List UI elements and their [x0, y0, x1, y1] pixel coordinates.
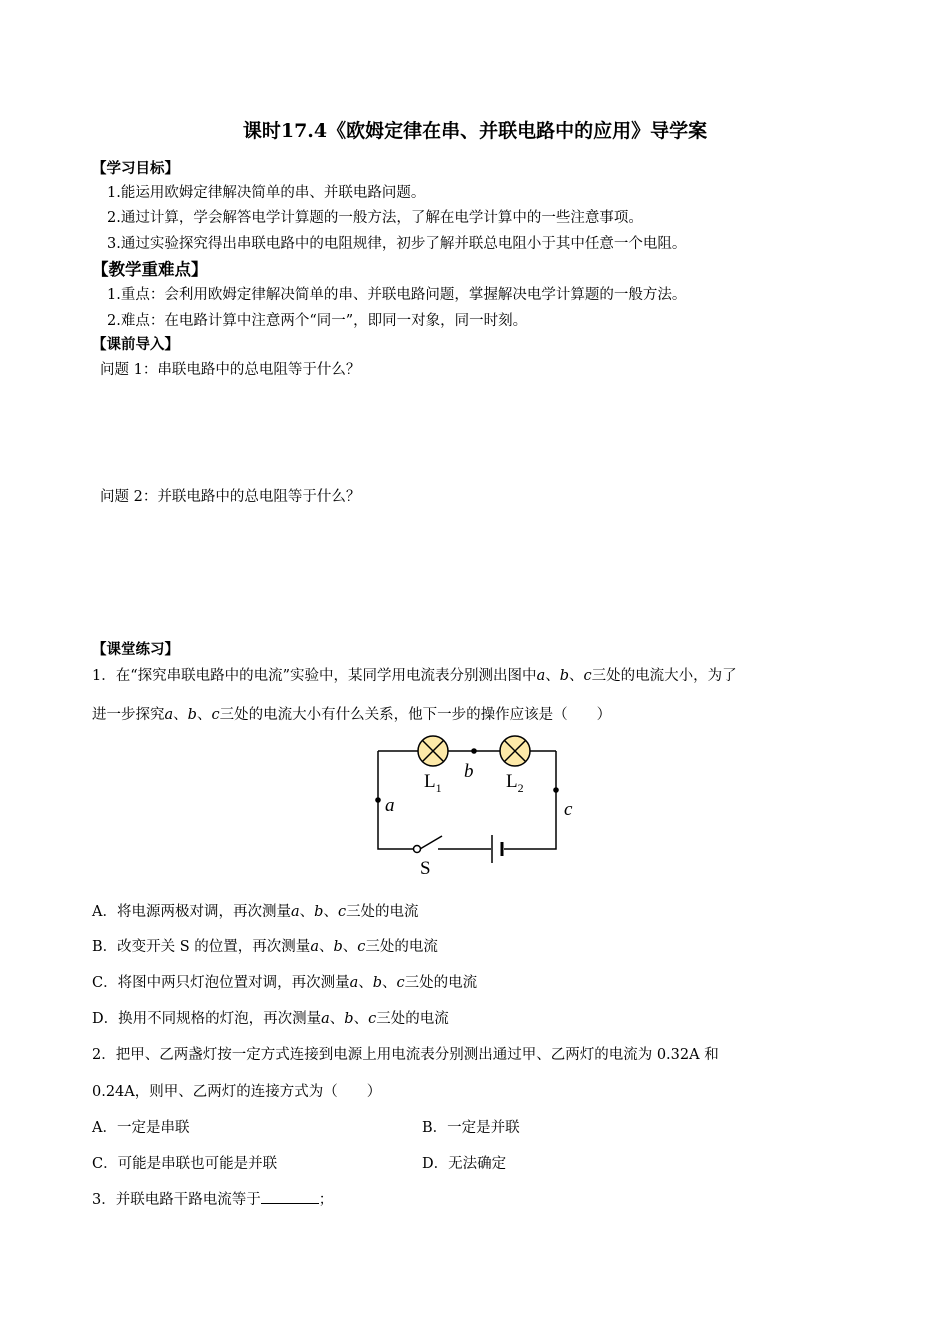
lamp-l1-icon: [418, 736, 448, 766]
intro-question-2: 问题 2：并联电路中的总电阻等于什么？: [100, 489, 361, 505]
question-1-line-2: 进一步探究a、b、c三处的电流大小有什么关系，他下一步的操作应该是（ ）: [92, 707, 612, 723]
question-2-option-b: B．一定是并联: [422, 1120, 520, 1136]
question-1-line-1: 1．在“探究串联电路中的电流”实验中，某同学用电流表分别测出图中a、b、c三处的电流大小，为了: [92, 668, 737, 684]
point-b-label: b: [464, 761, 474, 782]
intro-heading: 【课前导入】: [92, 337, 179, 353]
lamp2-label: $L_2$: [506, 771, 524, 795]
key-point-item: 1.重点：会利用欧姆定律解决简单的串、并联电路问题，掌握解决电学计算题的一般方法。: [107, 287, 687, 303]
lamp1-label: $L_1$: [424, 771, 442, 795]
node-a: [375, 797, 381, 803]
page-title: 课时17.4《欧姆定律在串、并联电路中的应用》导学案: [242, 120, 708, 142]
question-3: 3．并联电路干路电流等于 ；: [92, 1192, 334, 1208]
switch-pivot: [414, 846, 421, 853]
switch-label: S: [420, 858, 431, 879]
question-2-line-1: 2．把甲、乙两盏灯按一定方式连接到电源上用电流表分别测出通过甲、乙两灯的电流为 0.32A 和: [92, 1047, 719, 1063]
question-2-option-d: D．无法确定: [422, 1156, 507, 1172]
intro-question-1: 问题 1：串联电路中的总电阻等于什么？: [100, 362, 361, 378]
point-c-label: c: [564, 799, 573, 820]
question-2-option-c: C．可能是串联也可能是并联: [92, 1156, 278, 1172]
objective-item: 1.能运用欧姆定律解决简单的串、并联电路问题。: [107, 185, 426, 201]
question-2-line-2: 0.24A，则甲、乙两灯的连接方式为（ ）: [92, 1084, 382, 1100]
question-2-option-a: A．一定是串联: [92, 1120, 190, 1136]
circuit-diagram: [370, 732, 580, 880]
objectives-heading: 【学习目标】: [92, 161, 179, 177]
practice-heading: 【课堂练习】: [92, 642, 179, 658]
var-c: c: [583, 668, 592, 684]
question-1-option-b: B．改变开关 S 的位置，再次测量a、b、c三处的电流: [92, 939, 438, 955]
answer-blank[interactable]: [261, 1191, 319, 1204]
question-1-option-c: C．将图中两只灯泡位置对调，再次测量a、b、c三处的电流: [92, 975, 478, 991]
node-b: [471, 748, 477, 754]
key-point-item: 2.难点：在电路计算中注意两个“同一”，即同一对象，同一时刻。: [107, 313, 528, 329]
var-a: a: [536, 668, 546, 684]
objective-item: 2.通过计算，学会解答电学计算题的一般方法，了解在电学计算中的一些注意事项。: [107, 210, 643, 226]
node-c: [553, 787, 559, 793]
lamp-l2-icon: [500, 736, 530, 766]
key-points-heading: 【教学重难点】: [92, 260, 208, 279]
var-b: b: [559, 668, 570, 684]
point-a-label: a: [385, 795, 395, 816]
objective-item: 3.通过实验探究得出串联电路中的电阻规律，初步了解并联总电阻小于其中任意一个电阻。: [107, 236, 687, 252]
question-1-option-a: A．将电源两极对调，再次测量a、b、c三处的电流: [92, 904, 419, 920]
question-1-option-d: D．换用不同规格的灯泡，再次测量a、b、c三处的电流: [92, 1011, 449, 1027]
